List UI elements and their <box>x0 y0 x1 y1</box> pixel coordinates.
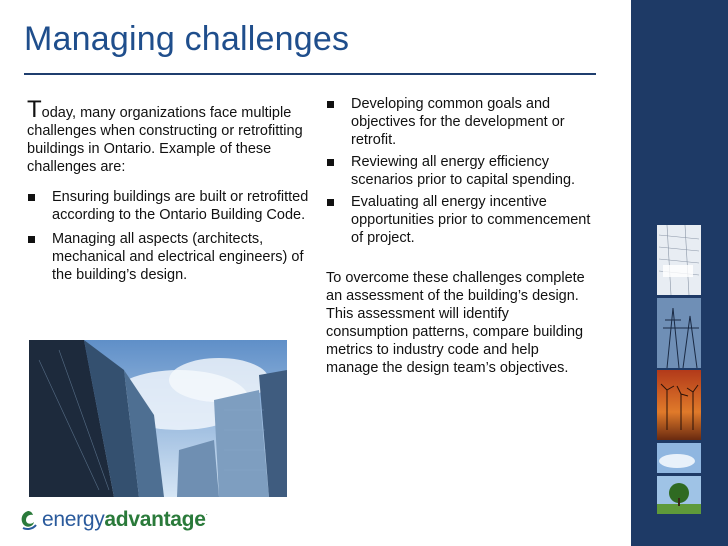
bullet-item: Developing common goals and objectives for the development or retrofit. <box>326 95 591 149</box>
closing-paragraph: To overcome these challenges complete an assessment of the building’s design. This assessment will identify consumption patterns, compare building metrics to industry code and help manage the design team’s objectives. <box>326 270 585 376</box>
leaf-swirl-icon <box>18 509 38 531</box>
bullet-item: Reviewing all energy efficiency scenarios prior to capital spending. <box>326 153 591 189</box>
intro-text: oday, many organizations face multiple challenges when constructing or retrofitting buildings in Ontario. Example of these challenges are: <box>27 105 303 175</box>
bullet-item: Ensuring buildings are built or retrofitted according to the Ontario Building Code. <box>27 188 312 224</box>
logo-energy: energy <box>42 508 105 531</box>
tree-thumbnail <box>657 476 701 514</box>
skyscraper-photo <box>29 340 287 497</box>
right-sidebar <box>631 0 728 546</box>
right-bullet-list <box>326 95 591 247</box>
left-column <box>27 96 312 284</box>
company-logo <box>18 507 208 533</box>
logo-advantage: advantage <box>104 508 206 531</box>
intro-paragraph <box>27 96 312 176</box>
right-column <box>326 95 591 377</box>
bullet-item: Managing all aspects (architects, mechanical and electrical engineers) of the building’s design. <box>27 230 312 284</box>
power-tower-thumbnail <box>657 298 701 368</box>
sky-thumbnail <box>657 443 701 473</box>
wind-turbines-thumbnail <box>657 370 701 440</box>
slide-title: Managing challenges <box>24 20 350 58</box>
blueprint-thumbnail <box>657 225 701 295</box>
title-divider <box>24 73 596 75</box>
drop-letter: T <box>27 96 42 123</box>
left-bullet-list <box>27 188 312 284</box>
logo-mark: . <box>205 508 208 517</box>
bullet-item: Evaluating all energy incentive opportunities prior to commencement of project. <box>326 193 591 247</box>
